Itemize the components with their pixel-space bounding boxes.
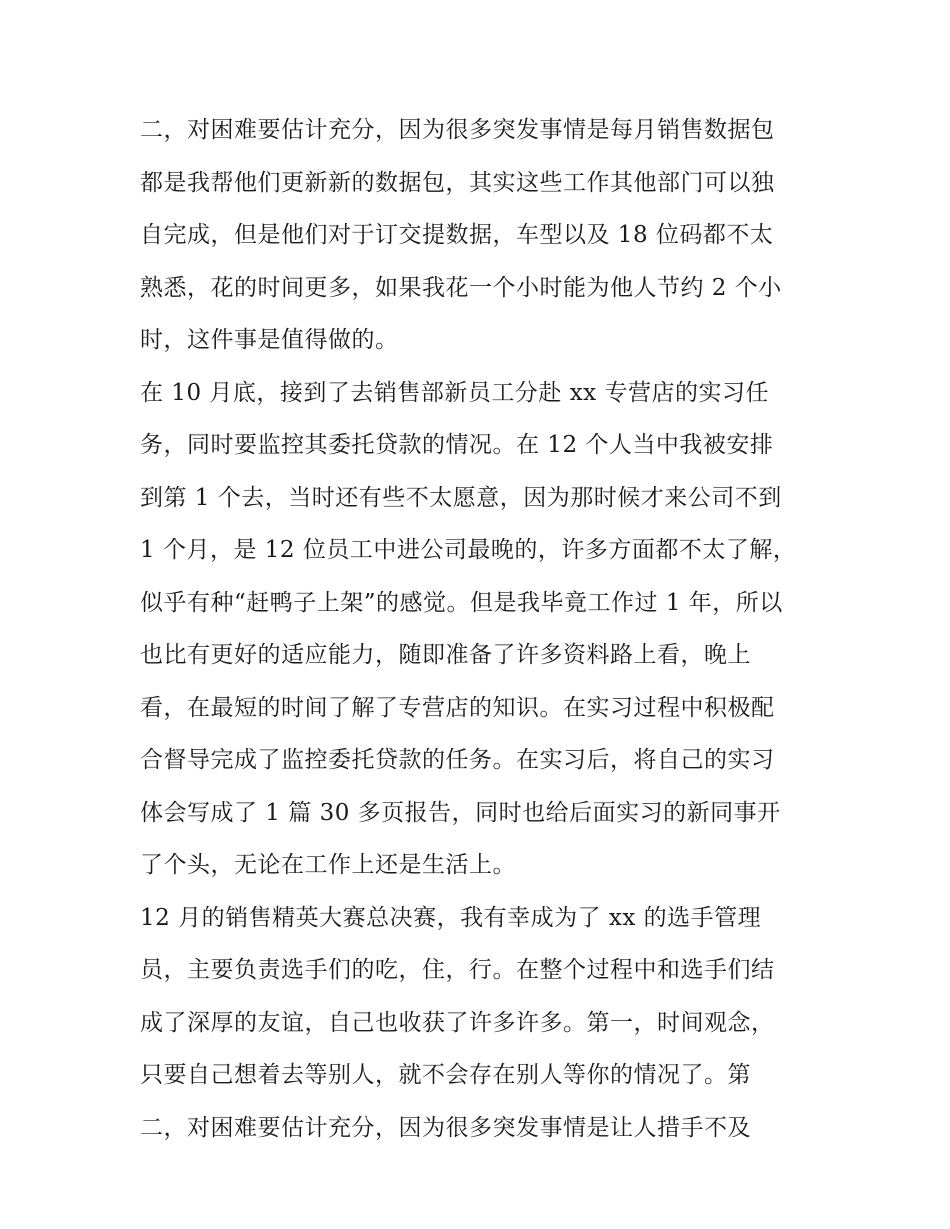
- text-line: 时，这件事是值得做的。: [140, 327, 399, 353]
- text-line: 成了深厚的友谊，自己也收获了许多许多。第一，时间观念，: [140, 1009, 775, 1036]
- text-line: 看，在最短的时间了解了专营店的知识。在实习过程中积极配: [140, 694, 775, 721]
- text-line: 在 10 月底，接到了去销售部新员工分赴 xx 专营店的实习任: [140, 379, 769, 406]
- text-line: 也比有更好的适应能力，随即准备了许多资料路上看，晚上: [140, 642, 751, 668]
- text-line: 熟悉，花的时间更多，如果我花一个小时能为他人节约 2 个小: [140, 274, 782, 301]
- text-line: 到第 1 个去，当时还有些不太愿意，因为那时候才来公司不到: [140, 484, 782, 511]
- text-line: 似乎有种“赶鸭子上架”的感觉。但是我毕竟工作过 1 年，所以: [140, 589, 783, 616]
- text-line: 自完成，但是他们对于订交提数据，车型以及 18 位码都不太: [140, 222, 774, 248]
- text-line: 务，同时要监控其委托贷款的情况。在 12 个人当中我被安排: [140, 432, 774, 458]
- text-line: 了个头，无论在工作上还是生活上。: [140, 852, 516, 878]
- text-line: 合督导完成了监控委托贷款的任务。在实习后，将自己的实习: [140, 747, 775, 773]
- text-line: 都是我帮他们更新新的数据包，其实这些工作其他部门可以独: [140, 169, 775, 196]
- text-line: 二，对困难要估计充分，因为很多突发事情是每月销售数据包: [140, 117, 775, 143]
- text-line: 只要自己想着去等别人，就不会存在别人等你的情况了。第: [140, 1062, 751, 1088]
- text-line: 1 个月，是 12 位员工中进公司最晚的，许多方面都不太了解，: [140, 537, 797, 563]
- text-line: 二，对困难要估计充分，因为很多突发事情是让人措手不及: [140, 1114, 751, 1141]
- text-line: 员，主要负责选手们的吃，住，行。在整个过程中和选手们结: [140, 957, 775, 983]
- text-line: 体会写成了 1 篇 30 多页报告，同时也给后面实习的新同事开: [140, 799, 781, 826]
- document-body: [140, 104, 820, 1154]
- text-line: 12 月的销售精英大赛总决赛，我有幸成为了 xx 的选手管理: [140, 904, 762, 931]
